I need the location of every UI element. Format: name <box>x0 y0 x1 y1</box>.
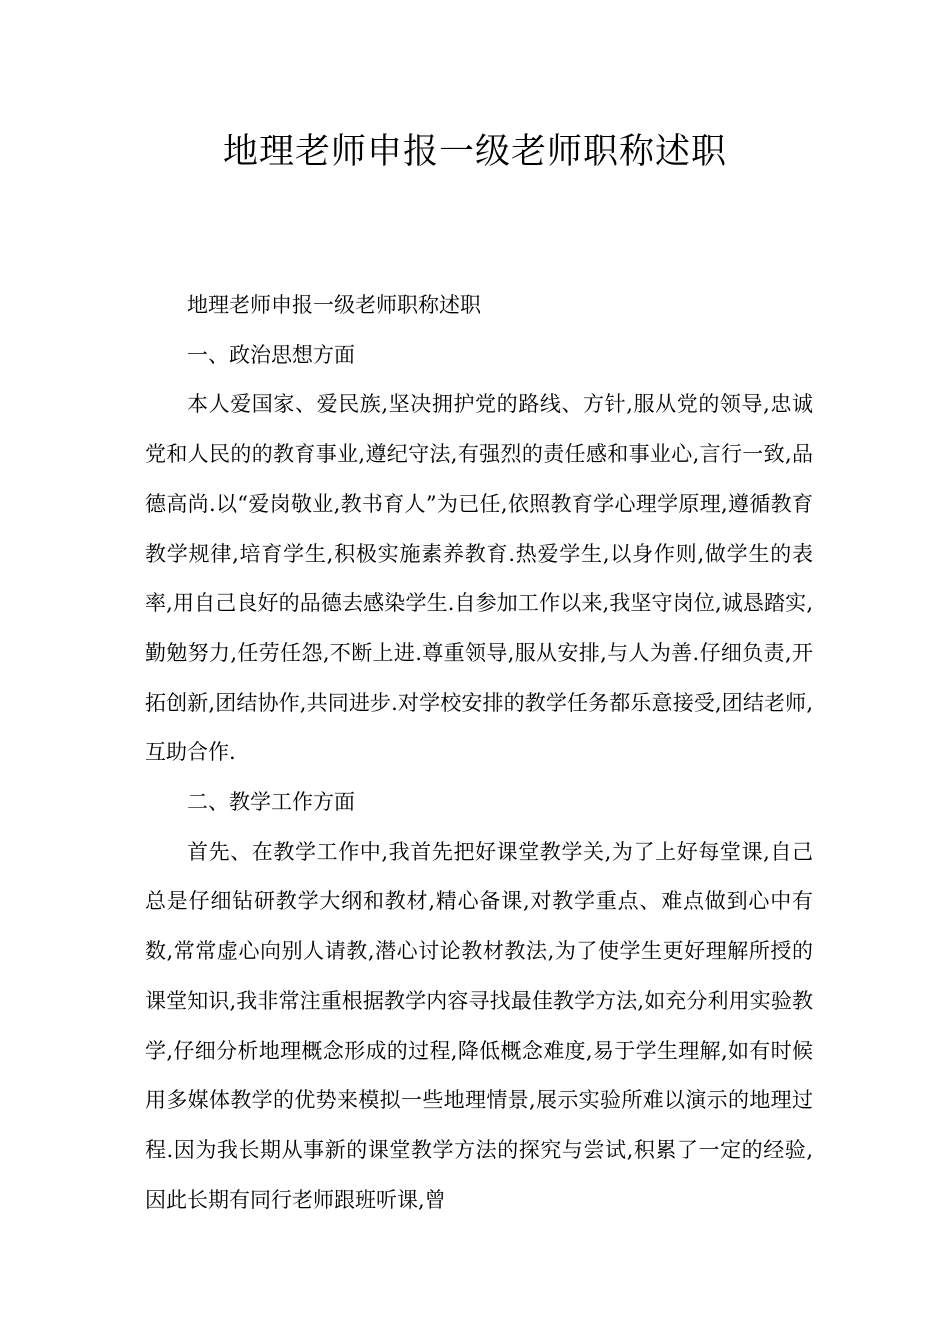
document-body <box>145 281 813 1225</box>
paragraph-teaching: 首先、在教学工作中,我首先把好课堂教学关,为了上好每堂课,自己总是仔细钻研教学大纲和教材,精心备课,对教学重点、难点做到心中有数,常常虚心向别人请教,潜心讨论教材教法,为了使学生更好理解所授的课堂知识,我非常注重根据教学内容寻找最佳教学方法,如充分利用实验教学,仔细分析地理概念形成的过程,降低概念难度,易于学生理解,如有时候用多媒体教学的优势来模拟一些地理情景,展示实验所难以演示的地理过程.因为我长期从事新的课堂教学方法的探究与尝试,积累了一定的经验,因此长期有同行老师跟班听课,曾 <box>145 839 813 1212</box>
section-heading-teaching: 二、教学工作方面 <box>187 790 355 815</box>
document-title: 地理老师申报一级老师职称述职 <box>222 132 727 172</box>
section-heading-political: 一、政治思想方面 <box>187 342 355 367</box>
paragraph-heading-repeat: 地理老师申报一级老师职称述职 <box>187 293 481 317</box>
paragraph-political: 本人爱国家、爱民族,坚决拥护党的路线、方针,服从党的领导,忠诚党和人民的的教育事业,遵纪守法,有强烈的责任感和事业心,言行一致,品德高尚.以“爱岗敬业,教书育人”为已任,依照教育学心理学原理,遵循教育教学规律,培育学生,积极实施素养教育.热爱学生,以身作则,做学生的表率,用自己良好的品德去感染学生.自参加工作以来,我坚守岗位,诚恳踏实,勤勉努力,任劳任怨,不断上进.尊重领导,服从安排,与人为善.仔细负责,开拓创新,团结协作,共同进步.对学校安排的教学任务都乐意接受,团结老师,互助合作. <box>145 392 813 765</box>
